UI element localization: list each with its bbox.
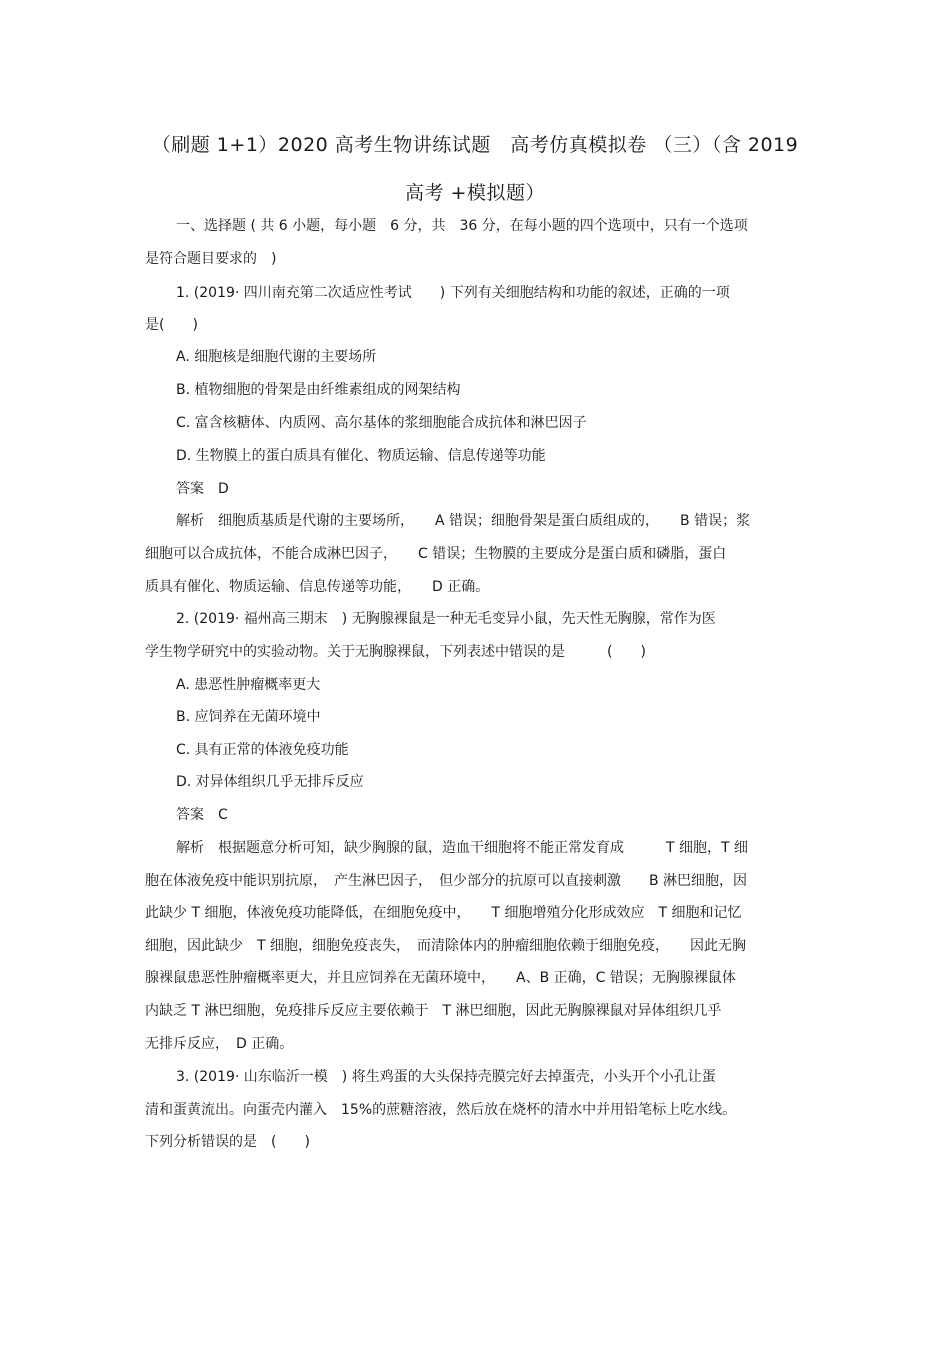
analysis-line: 解析 根据题意分析可知，缺少胸腺的鼠，造血干细胞将不能正常发育成 T 细胞，T 细 — [176, 840, 749, 856]
title-line-2: 高考 +模拟题） — [405, 182, 545, 204]
answer: 答案 D — [176, 481, 229, 497]
option-b: B. 应饲养在无菌环境中 — [176, 709, 321, 725]
question-stem: 3. (2019· 山东临沂一模 ) 将生鸡蛋的大头保持壳膜完好去掉蛋壳，小头开个小孔让蛋 — [176, 1069, 716, 1085]
option-c: C. 具有正常的体液免疫功能 — [176, 742, 349, 758]
question-stem: 1. (2019· 四川南充第二次适应性考试 ) 下列有关细胞结构和功能的叙述，正确的一项 — [176, 285, 730, 301]
title-line-1: （刷题 1+1）2020 高考生物讲练试题 高考仿真模拟卷 （三）（含 2019 — [151, 134, 799, 156]
answer: 答案 C — [176, 807, 228, 823]
analysis-line: 细胞，因此缺少 T 细胞，细胞免疫丧失， 而清除体内的肿瘤细胞依赖于细胞免疫， 因此无胸 — [145, 938, 746, 954]
analysis-line: 腺裸鼠患恶性肿瘤概率更大，并且应饲养在无菌环境中， A、B 正确，C 错误；无胸腺裸鼠体 — [145, 970, 736, 986]
question-stem: 学生物学研究中的实验动物。关于无胸腺裸鼠，下列表述中错误的是 ( ) — [145, 644, 646, 660]
analysis-line: 胞在体液免疫中能识别抗原， 产生淋巴因子， 但少部分的抗原可以直接刺激 B 淋巴细胞，因 — [145, 873, 748, 889]
question-stem: 下列分析错误的是 ( ) — [145, 1134, 310, 1150]
option-a: A. 患恶性肿瘤概率更大 — [176, 677, 321, 693]
option-d: D. 生物膜上的蛋白质具有催化、物质运输、信息传递等功能 — [176, 448, 546, 464]
option-d: D. 对异体组织几乎无排斥反应 — [176, 774, 364, 790]
analysis-line: 质具有催化、物质运输、信息传递等功能， D 正确。 — [145, 579, 490, 595]
question-stem: 清和蛋黄流出。向蛋壳内灌入 15%的蔗糖溶液，然后放在烧杯的清水中并用铅笔标上吃水线。 — [145, 1102, 737, 1118]
analysis-line: 解析 细胞质基质是代谢的主要场所， A 错误；细胞骨架是蛋白质组成的， B 错误；浆 — [176, 513, 751, 529]
analysis-line: 无排斥反应， D 正确。 — [145, 1036, 294, 1052]
section-line-1: 一、选择题 ( 共 6 小题，每小题 6 分，共 36 分，在每小题的四个选项中，只有一个选项 — [176, 218, 748, 234]
analysis-line: 细胞可以合成抗体，不能合成淋巴因子， C 错误；生物膜的主要成分是蛋白质和磷脂，蛋白 — [145, 546, 727, 562]
option-c: C. 富含核糖体、内质网、高尔基体的浆细胞能合成抗体和淋巴因子 — [176, 415, 587, 431]
question-stem: 2. (2019· 福州高三期末 ) 无胸腺裸鼠是一种无毛变异小鼠，先天性无胸腺，常作为医 — [176, 611, 716, 627]
section-line-2: 是符合题目要求的 ) — [145, 251, 277, 267]
option-b: B. 植物细胞的骨架是由纤维素组成的网架结构 — [176, 382, 461, 398]
analysis-line: 此缺少 T 细胞，体液免疫功能降低，在细胞免疫中， T 细胞增殖分化形成效应 T 细胞和记忆 — [145, 905, 742, 921]
analysis-line: 内缺乏 T 淋巴细胞，免疫排斥反应主要依赖于 T 淋巴细胞，因此无胸腺裸鼠对异体组织几乎 — [145, 1003, 722, 1019]
option-a: A. 细胞核是细胞代谢的主要场所 — [176, 349, 377, 365]
question-stem: 是( ) — [145, 317, 198, 333]
